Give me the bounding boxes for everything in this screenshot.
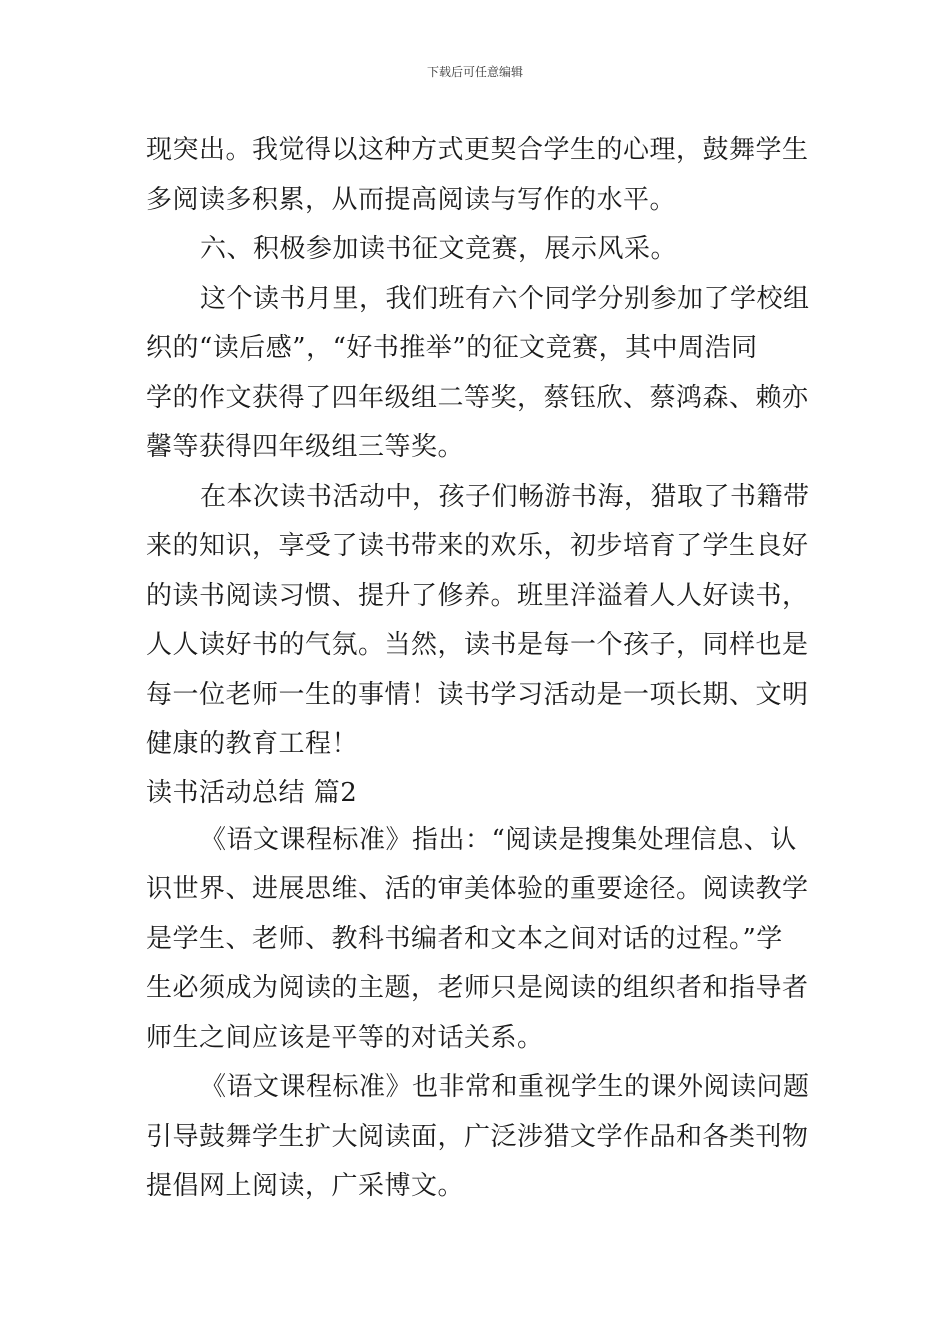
paragraph-line: 学的作文获得了四年级组二等奖，蔡钰欣、蔡鸿森、赖亦 (146, 382, 809, 413)
paragraph-line: 生必须成为阅读的主题，老师只是阅读的组织者和指导者 (146, 973, 809, 1003)
paragraph-line: 健康的教育工程！ (146, 729, 359, 759)
paragraph-line: 每一位老师一生的事情！读书学习活动是一项长期、文明 (146, 679, 809, 710)
paragraph-line: 在本次读书活动中，孩子们畅游书海，猎取了书籍带 (200, 481, 810, 512)
paragraph-line: 是学生、老师、教科书编者和文本之间对话的过程。”学 (146, 923, 783, 954)
section-point-line: 六、积极参加读书征文竞赛，展示风采。 (200, 234, 678, 264)
paragraph-line: 《语文课程标准》指出：“阅读是搜集处理信息、认 (200, 824, 797, 855)
section-heading: 读书活动总结 篇2 (146, 777, 358, 808)
paragraph-line: 人人读好书的气氛。当然，读书是每一个孩子，同样也是 (146, 630, 809, 660)
page-header-note: 下载后可任意编辑 (426, 65, 523, 79)
paragraph-line: 来的知识，享受了读书带来的欢乐，初步培育了学生良好 (146, 531, 809, 561)
paragraph-line: 多阅读多积累，从而提高阅读与写作的水平。 (146, 184, 677, 215)
paragraph-line: 织的“读后感”，“好书推举”的征文竞赛，其中周浩同 (146, 333, 758, 363)
paragraph-line: 的读书阅读习惯、提升了修养。班里洋溢着人人好读书， (146, 580, 809, 611)
paragraph-line: 师生之间应该是平等的对话关系。 (146, 1022, 544, 1053)
document-body (146, 126, 808, 1212)
paragraph-line: 馨等获得四年级组三等奖。 (146, 432, 465, 462)
paragraph-line: 识世界、进展思维、活的审美体验的重要途径。阅读教学 (146, 874, 809, 904)
paragraph-line: 引导鼓舞学生扩大阅读面，广泛涉猎文学作品和各类刊物 (146, 1121, 809, 1152)
paragraph-line: 这个读书月里，我们班有六个同学分别参加了学校组 (200, 283, 810, 314)
paragraph-line: 提倡网上阅读，广采博文。 (146, 1171, 465, 1201)
paragraph-line: 现突出。我觉得以这种方式更契合学生的心理，鼓舞学生 (146, 135, 809, 165)
paragraph-line: 《语文课程标准》也非常和重视学生的课外阅读问题 (200, 1072, 810, 1102)
